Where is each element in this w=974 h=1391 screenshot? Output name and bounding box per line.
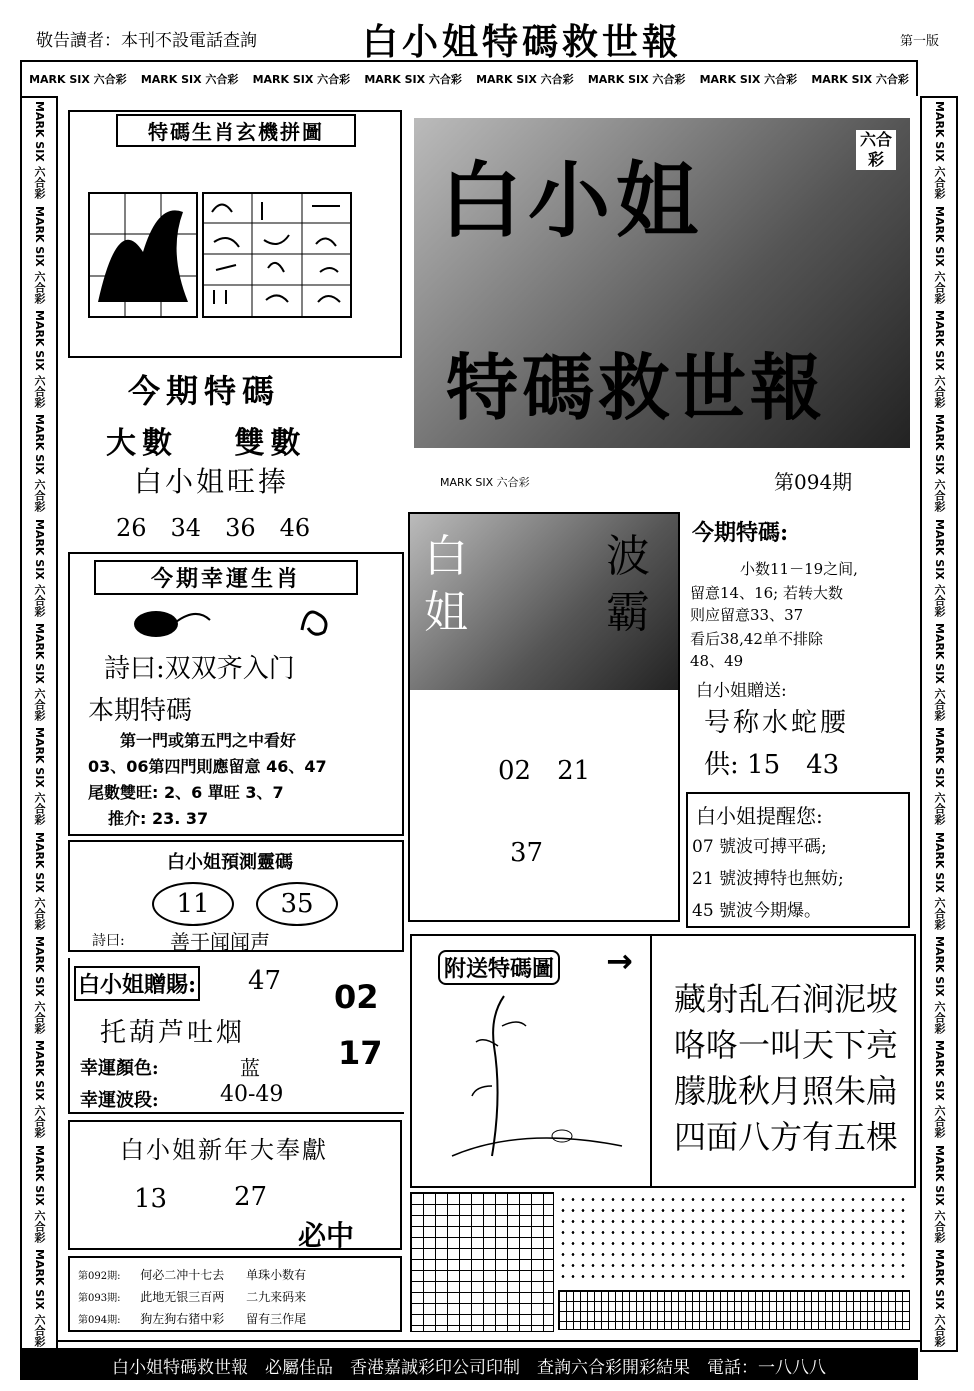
results-table	[410, 1192, 554, 1332]
gift-side-1: 02	[334, 978, 379, 1016]
predict-box	[68, 840, 404, 952]
remind-title: 白小姐提醒您:	[696, 804, 823, 828]
dragon-icon	[296, 600, 336, 640]
tips-line1: 小数11－19之间,	[740, 560, 858, 578]
puzzle-title: 特碼生肖玄機拼圖	[116, 114, 356, 147]
remind-box	[686, 792, 910, 928]
special-numbers: 26 34 36 46	[116, 514, 311, 542]
luck-line3: 尾數雙旺: 2、6 單旺 3、7	[88, 783, 284, 802]
attach-poem-2: 咯咯一叫天下亮	[674, 1026, 899, 1064]
luck-line4: 推介: 23. 37	[108, 809, 209, 828]
predict-title: 白小姐預測靈碼	[167, 852, 293, 873]
rat-icon	[126, 602, 212, 642]
brand-strip-right: MARK SIX 六合彩 MARK SIX 六合彩 MARK SIX 六合彩 MARK SIX 六合彩 MARK SIX 六合彩 MARK SIX 六合彩 MARK SIX 六合彩 MARK SIX 六合彩 MARK SIX 六合彩 MARK SIX 六合彩 MARK SIX 六合彩 MARK SIX 六合彩	[920, 96, 958, 1352]
handwriting-puzzle-image	[202, 192, 352, 318]
newyear-box	[68, 1120, 402, 1250]
attach-poem-3: 朦胧秋月照朱扁	[674, 1072, 899, 1110]
tips-line3: 则应留意33、37	[690, 606, 804, 624]
results-counter-rows	[558, 1290, 910, 1330]
luck-box	[68, 552, 404, 836]
gift-side-2: 17	[338, 1034, 383, 1072]
remind-line3: 45 號波今期爆。	[692, 901, 822, 921]
wave-box	[408, 512, 680, 922]
lucky-range-label: 幸運波段:	[80, 1090, 159, 1111]
issue-number: 第094期	[774, 470, 853, 494]
page-number: 第一版	[900, 34, 940, 49]
tips-give: 白小姐贈送:	[696, 681, 787, 701]
predict-poem-label: 詩曰:	[92, 933, 125, 949]
tips-title: 今期特碼:	[692, 520, 789, 546]
wave-numbers-2: 37	[510, 838, 544, 868]
attach-poem-1: 藏射乱石涧泥坡	[674, 980, 899, 1018]
newyear-number-2: 27	[234, 1182, 268, 1212]
tips-line2: 留意14、16; 若转大数	[690, 584, 843, 602]
wave-right-1: 波	[606, 531, 650, 582]
lucky-color-label: 幸運顏色:	[80, 1058, 159, 1079]
results-dot-chart	[558, 1194, 910, 1286]
masthead-line2: 特碼救世報	[446, 345, 827, 430]
paper-title: 白小姐特碼救世報	[362, 21, 683, 63]
history-row: 第094期: 狗左狗右猪中彩 留有三作尾	[78, 1312, 307, 1326]
history-row: 第093期: 此地无银三百两 二九来码来	[78, 1290, 307, 1304]
brand-strip-top: MARK SIX 六合彩 MARK SIX 六合彩 MARK SIX 六合彩 MARK SIX 六合彩 MARK SIX 六合彩 MARK SIX 六合彩 MARK SIX 六合彩 MARK SIX 六合彩	[20, 60, 918, 96]
masthead-line1: 白小姐	[440, 153, 705, 249]
attach-drawing	[432, 986, 632, 1166]
attach-title: 附送特碼圖	[438, 950, 560, 985]
wave-right-2: 霸	[606, 587, 650, 638]
wave-left-2: 姐	[424, 587, 468, 638]
predict-number-1: 11	[152, 882, 234, 926]
remind-line2: 21 號波搏特也無妨;	[692, 869, 844, 889]
attach-poem-4: 四面八方有五棵	[674, 1118, 899, 1156]
gift-box	[68, 958, 404, 1114]
predict-poem: 善于闻闻声	[170, 930, 270, 954]
lucky-range: 40-49	[220, 1082, 284, 1107]
wave-left-1: 白	[424, 531, 468, 582]
size-parity: 大數 雙數	[106, 426, 307, 461]
zodiac-puzzle-image	[88, 192, 198, 318]
masthead-lhc: 六合彩	[856, 130, 896, 170]
poem-divider	[650, 936, 652, 1186]
history-row: 第092期: 何必二冲十七去 单珠小数有	[78, 1268, 307, 1282]
luck-line1: 第一門或第五門之中看好	[120, 731, 297, 750]
special-title: 今期特碼	[128, 372, 281, 410]
tips-line4: 看后38,42单不排除	[690, 630, 823, 648]
arrow-right-icon: →	[606, 942, 633, 980]
brand-strip-left: MARK SIX 六合彩 MARK SIX 六合彩 MARK SIX 六合彩 MARK SIX 六合彩 MARK SIX 六合彩 MARK SIX 六合彩 MARK SIX 六合彩 MARK SIX 六合彩 MARK SIX 六合彩 MARK SIX 六合彩 MARK SIX 六合彩 MARK SIX 六合彩	[20, 96, 58, 1352]
tips-snake: 号称水蛇腰	[704, 708, 850, 738]
remind-line1: 07 號波可搏平碼;	[692, 837, 827, 857]
wave-numbers-1: 02 21	[498, 756, 591, 786]
gift-label: 白小姐贈賜:	[74, 966, 200, 1001]
newyear-number-1: 13	[134, 1184, 168, 1214]
rod-label: 白小姐旺捧	[134, 465, 290, 498]
gift-phrase: 托葫芦吐烟	[100, 1018, 246, 1048]
luck-line2: 03、06第四門則應留意 46、47	[88, 757, 327, 776]
reader-notice: 敬告讀者：本刊不設電話查詢	[36, 31, 257, 51]
tips-line5: 48、49	[690, 652, 744, 670]
lucky-color: 蓝	[240, 1056, 260, 1080]
puzzle-box	[68, 110, 402, 358]
gift-number: 47	[248, 966, 282, 996]
main-frame-bottom	[58, 1340, 920, 1342]
masthead-brand: MARK SIX 六合彩	[440, 476, 530, 489]
luck-poem: 詩曰:双双齐入门	[104, 654, 295, 684]
tips-supply: 供: 15 43	[704, 750, 840, 780]
luck-title: 今期幸運生肖	[94, 560, 358, 595]
predict-number-2: 35	[256, 882, 338, 926]
footer-text: 白小姐特碼救世報 必屬佳品 香港嘉誠彩印公司印制 查詢六合彩開彩結果 電話：一八八八	[112, 1358, 826, 1378]
history-box	[68, 1256, 402, 1332]
attach-box	[410, 934, 916, 1188]
luck-code-title: 本期特碼	[88, 696, 193, 726]
newyear-sure: 必中	[298, 1219, 355, 1252]
newyear-title: 白小姐新年大奉獻	[120, 1136, 328, 1164]
